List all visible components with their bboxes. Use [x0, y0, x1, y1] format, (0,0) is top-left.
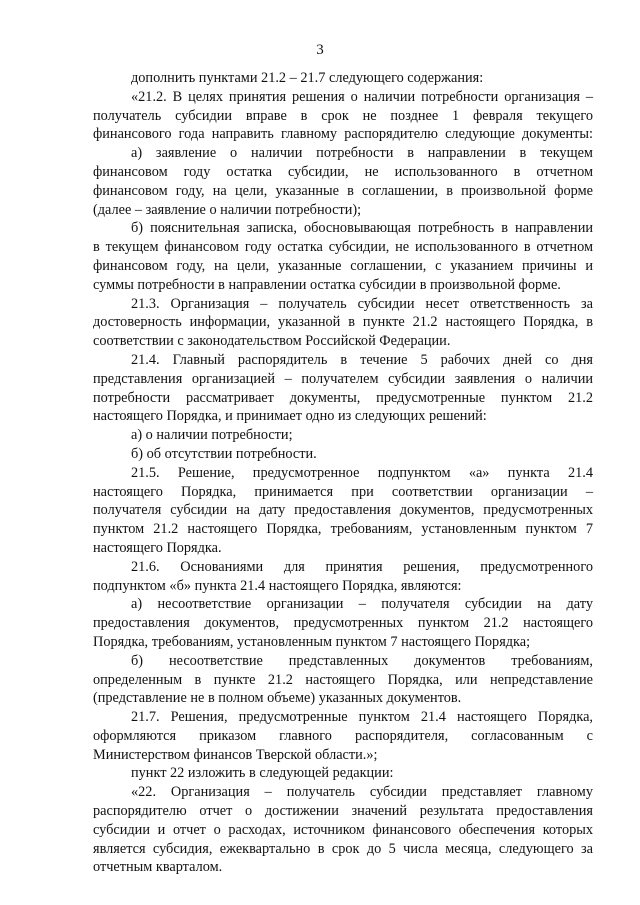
text-line: (далее – заявление о наличии потребности);: [93, 201, 362, 218]
text-line: достоверность информации, указанной в пункте 21.2 настоящего Порядка, в: [93, 314, 593, 331]
text-line: субсидии и отчет о расходах, источником финансового обеспечения которых: [93, 821, 593, 838]
text-line: настоящего Порядка.: [93, 539, 222, 556]
text-line: определенным в пункте 21.2 настоящего Порядка, или непредставление: [93, 671, 593, 688]
text-line: (представление не в полном объеме) указанных документов.: [93, 690, 462, 707]
text-line: 21.3. Организация – получатель субсидии несет ответственность за: [131, 295, 593, 312]
text-line: б) пояснительная записка, обосновывающая потребность в направлении: [131, 220, 593, 237]
text-line: получатель субсидии вправе в срок не позднее 1 февраля текущего: [93, 107, 593, 124]
text-line: настоящего Порядка, принимается при соответствии организации –: [93, 483, 593, 500]
text-line: финансовом году остатка субсидии, не использованного в отчетном: [93, 163, 593, 180]
text-line: Порядка, требованиям, установленным пунктом 7 настоящего Порядка;: [93, 633, 531, 650]
text-line: финансовом году, на цели, указанные в соглашении, в произвольной форме: [93, 182, 593, 199]
text-line: а) несоответствие организации – получателя субсидии на дату: [131, 596, 593, 613]
text-line: 21.7. Решения, предусмотренные пунктом 21.4 настоящего Порядка,: [131, 709, 593, 726]
text-line: пункт 22 изложить в следующей редакции:: [131, 765, 394, 782]
text-line: б) несоответствие представленных документов требованиям,: [131, 652, 593, 669]
text-line: а) заявление о наличии потребности в направлении в текущем: [131, 145, 593, 162]
document-body: [93, 69, 593, 877]
text-line: распорядителю отчет о достижении значений результата предоставления: [93, 803, 593, 820]
text-line: финансовом году, на цели, указанные соглашении, с указанием причины и: [93, 257, 593, 274]
text-line: дополнить пунктами 21.2 – 21.7 следующего содержания:: [131, 70, 484, 86]
text-line: получателя субсидии на дату предоставления документов, предусмотренных: [93, 502, 593, 519]
text-line: настоящего Порядка, и принимает одно из следующих решений:: [93, 408, 487, 425]
text-line: Министерством финансов Тверской области.»;: [93, 746, 378, 763]
text-line: соответствии с законодательством Российской Федерации.: [93, 333, 451, 350]
text-line: пунктом 21.2 настоящего Порядка, требованиям, установленным пунктом 7: [93, 521, 593, 538]
text-line: 21.4. Главный распорядитель в течение 5 рабочих дней со дня: [131, 351, 593, 368]
text-line: суммы потребности в направлении остатка субсидии в произвольной форме.: [93, 276, 561, 293]
text-line: а) о наличии потребности;: [131, 427, 293, 444]
text-line: потребности рассматривает документы, предусмотренные пунктом 21.2: [93, 389, 593, 406]
text-line: оформляются приказом главного распорядителя, согласованным с: [93, 727, 593, 744]
text-line: «21.2. В целях принятия решения о наличии потребности организация –: [131, 88, 593, 105]
text-line: подпунктом «б» пункта 21.4 настоящего Порядка, являются:: [93, 577, 462, 594]
page-number: 3: [316, 42, 324, 58]
text-line: является субсидия, ежеквартально в срок до 5 числа месяца, следующего за: [93, 840, 593, 857]
text-line: финансового года направить главному распорядителю следующие документы:: [93, 126, 593, 143]
text-line: 21.5. Решение, предусмотренное подпунктом «а» пункта 21.4: [131, 464, 593, 481]
text-line: в текущем финансовом году остатка субсидии, не использованного в отчетном: [93, 239, 593, 256]
text-line: б) об отсутствии потребности.: [131, 445, 317, 462]
text-line: представления организацией – получателем субсидии заявления о наличии: [93, 370, 593, 387]
text-line: предоставления документов, предусмотренных пунктом 21.2 настоящего: [93, 615, 593, 632]
text-line: 21.6. Основаниями для принятия решения, предусмотренного: [131, 558, 593, 575]
text-line: «22. Организация – получатель субсидии представляет главному: [131, 784, 593, 801]
text-line: отчетным кварталом.: [93, 859, 223, 876]
